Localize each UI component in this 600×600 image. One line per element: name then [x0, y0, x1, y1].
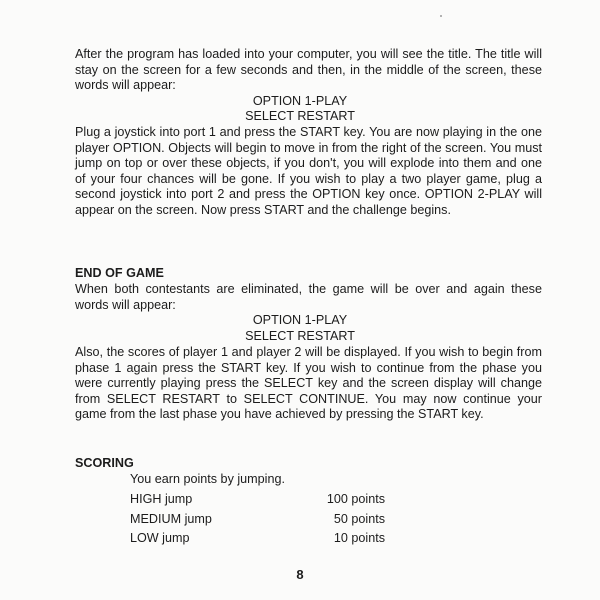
score-name: LOW jump: [130, 531, 190, 545]
end-screen-text-select: SELECT RESTART: [245, 329, 355, 343]
score-points: 100 points: [326, 492, 385, 506]
speck-mark: [440, 15, 442, 17]
end-of-game-paragraph: When both contestants are eliminated, the game will be over and again these words will appear:: [75, 282, 542, 312]
score-points: 50 points: [333, 512, 385, 526]
score-name: MEDIUM jump: [130, 512, 212, 526]
score-row-high: [130, 492, 385, 508]
score-row-low: [130, 531, 385, 547]
screen-text-select: SELECT RESTART: [245, 109, 355, 123]
end-screen-text-option: OPTION 1-PLAY: [252, 313, 348, 327]
page-number: 8: [296, 567, 304, 582]
scoring-intro: You earn points by jumping.: [130, 472, 285, 486]
end-of-game-heading: END OF GAME: [75, 266, 164, 280]
scores-paragraph: Also, the scores of player 1 and player 2 will be displayed. If you wish to begin from phase 1 again press the START key. If you wish to continue from the phase you were currently playing press the SELECT key and the screen display will change from SELECT RESTART to SELECT CONTINUE. You may now continue your game from the last phase you have achieved by pressing the START key.: [75, 345, 542, 422]
score-points: 10 points: [333, 531, 385, 545]
joystick-paragraph: Plug a joystick into port 1 and press the START key. You are now playing in the one player OPTION. Objects will begin to move in from the right of the screen. You must jump on top or over these objects, if you don't, you will explode into them and one of your four chances will be gone. If you wish to play a two player game, plug a second joystick into port 2 and press the OPTION key once. OPTION 2-PLAY will appear on the screen. Now press START and the challenge begins.: [75, 125, 542, 217]
score-row-medium: [130, 512, 385, 528]
screen-text-option: OPTION 1-PLAY: [252, 94, 348, 108]
score-name: HIGH jump: [130, 492, 193, 506]
scoring-heading: SCORING: [75, 456, 134, 470]
intro-paragraph: After the program has loaded into your computer, you will see the title. The title will stay on the screen for a few seconds and then, in the middle of the screen, these words will appear:: [75, 47, 542, 93]
